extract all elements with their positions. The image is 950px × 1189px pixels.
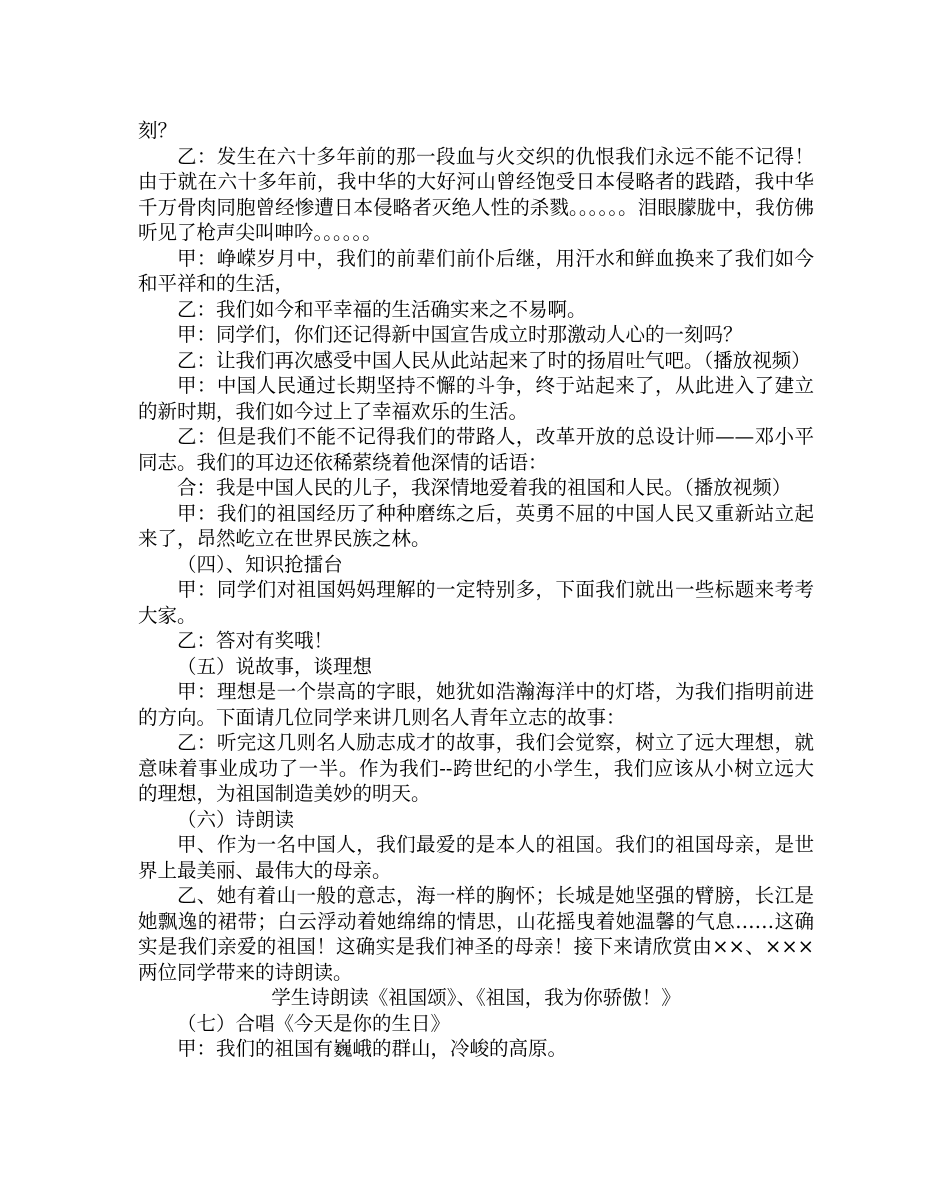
dialogue-line: 甲：同学们，你们还记得新中国宣告成立时那激动人心的一刻吗？ — [177, 323, 743, 346]
dialogue-line: 乙、她有着山一般的意志，海一样的胸怀；长城是她坚强的臂膀，长江是她飘逸的裙带；白云浮动着她绵绵的情思，山花摇曳着她温馨的气息……这确实是我们亲爱的祖国！这确实是我们神圣的母亲！接下来请欣赏由××、×××两位同学带来的诗朗读。 — [138, 884, 814, 984]
dialogue-line: 乙：答对有奖哦！ — [177, 629, 334, 652]
section-heading: （五）说故事，谈理想 — [177, 654, 373, 678]
program-note: 学生诗朗读《祖国颂》、《祖国，我为你骄傲！》 — [271, 986, 681, 1009]
dialogue-line: 乙：但是我们不能不记得我们的带路人，改革开放的总设计师——邓小平同志。我们的耳边还依稀萦绕着他深情的话语： — [138, 425, 814, 474]
paragraph-continuation: 刻？ — [138, 119, 178, 142]
dialogue-line: 乙：发生在六十多年前的那一段血与火交织的仇恨我们永远不能不记得！由于就在六十多年前，我中华的大好河山曾经饱受日本侵略者的践踏，我中华千万骨肉同胞曾经惨遭日本侵略者灭绝人性的杀戮。。。。。。泪眼朦胧中，我仿佛听见了枪声尖叫呻吟。。。。。。 — [138, 144, 814, 244]
dialogue-line: 合：我是中国人民的儿子，我深情地爱着我的祖国和人民。（播放视频） — [177, 476, 792, 499]
section-heading: （六）诗朗读 — [177, 807, 295, 831]
dialogue-line: 甲、作为一名中国人，我们最爱的是本人的祖国。我们的祖国母亲，是世界上最美丽、最伟大的母亲。 — [138, 833, 814, 882]
dialogue-line: 乙：让我们再次感受中国人民从此站起来了时的扬眉吐气吧。（播放视频） — [177, 348, 811, 372]
dialogue-line: 乙：我们如今和平幸福的生活确实来之不易啊。 — [177, 297, 587, 321]
section-heading: （七）合唱《今天是你的生日》 — [177, 1011, 451, 1035]
dialogue-line: 甲：理想是一个崇高的字眼，她犹如浩瀚海洋中的灯塔，为我们指明前进的方向。下面请几位同学来讲几则名人青年立志的故事： — [138, 680, 814, 729]
dialogue-line: 甲：同学们对祖国妈妈理解的一定特别多，下面我们就出一些标题来考考大家。 — [138, 578, 814, 627]
section-heading: （四）、知识抢擂台 — [177, 552, 343, 576]
dialogue-line: 乙：听完这几则名人励志成才的故事，我们会觉察，树立了远大理想，就意味着事业成功了一半。作为我们--跨世纪的小学生，我们应该从小树立远大的理想，为祖国制造美妙的明天。 — [138, 731, 814, 805]
document-page — [138, 118, 814, 1062]
dialogue-line: 甲：我们的祖国经历了种种磨练之后，英勇不屈的中国人民又重新站立起来了，昂然屹立在世界民族之林。 — [138, 501, 814, 550]
dialogue-line: 甲：中国人民通过长期坚持不懈的斗争，终于站起来了，从此进入了建立的新时期，我们如今过上了幸福欢乐的生活。 — [138, 374, 814, 423]
dialogue-line: 甲：我们的祖国有巍峨的群山，冷峻的高原。 — [177, 1037, 568, 1060]
dialogue-line: 甲：峥嵘岁月中，我们的前辈们前仆后继，用汗水和鲜血换来了我们如今和平祥和的生活， — [138, 246, 814, 295]
